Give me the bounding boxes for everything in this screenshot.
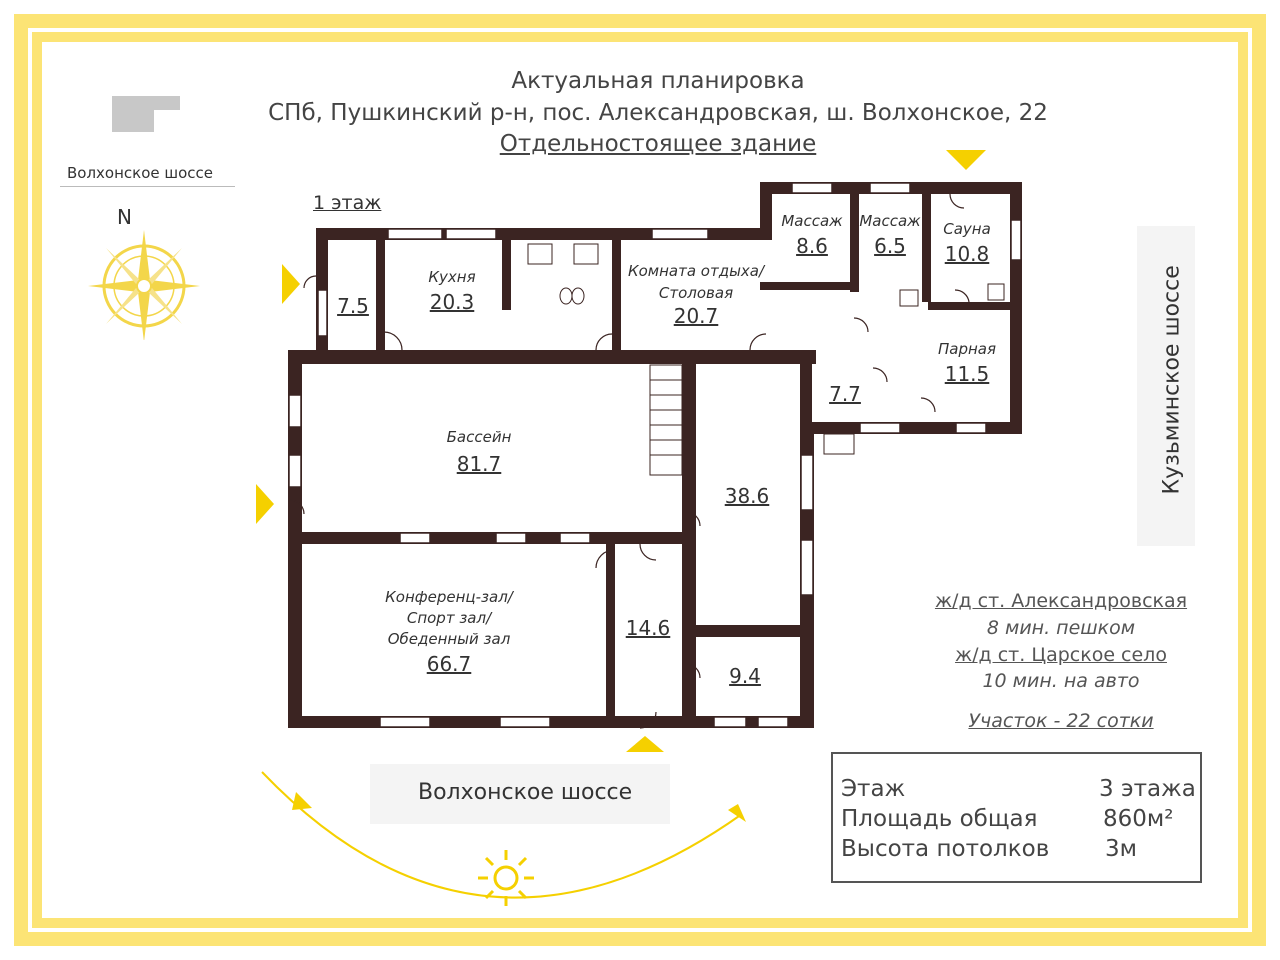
room-area-pool: 81.7 bbox=[456, 452, 502, 476]
plan-title: Актуальная планировка bbox=[511, 68, 805, 94]
time-2: 10 мин. на авто bbox=[982, 670, 1140, 692]
room-area-massage-2: 6.5 bbox=[874, 234, 906, 258]
room-name-lounge-1: Комната отдыха/ bbox=[627, 262, 765, 280]
stats-box bbox=[831, 752, 1202, 883]
room-area-vestibule: 7.5 bbox=[337, 294, 369, 318]
plot-size: Участок - 22 сотки bbox=[968, 710, 1154, 732]
room-area-kitchen: 20.3 bbox=[429, 290, 475, 314]
room-area-massage-1: 8.6 bbox=[796, 234, 828, 258]
sun-icon bbox=[476, 848, 536, 908]
room-name-steam: Парная bbox=[937, 340, 996, 358]
stat-label-area: Площадь общая bbox=[841, 806, 1038, 832]
room-name-kitchen: Кухня bbox=[428, 268, 476, 286]
stat-label-ceiling: Высота потолков bbox=[841, 836, 1050, 862]
room-name-conference-1: Конференц-зал/ bbox=[385, 588, 513, 606]
building-type: Отдельностоящее здание bbox=[499, 131, 817, 157]
room-area-sauna: 10.8 bbox=[944, 242, 990, 266]
stat-value-floors: 3 этажа bbox=[1099, 776, 1196, 802]
room-area-9: 9.4 bbox=[729, 664, 761, 688]
station-2: ж/д ст. Царское село bbox=[955, 644, 1167, 666]
time-1: 8 мин. пешком bbox=[986, 617, 1136, 639]
room-area-corridor: 14.6 bbox=[625, 616, 671, 640]
room-area-steam: 11.5 bbox=[944, 362, 990, 386]
room-name-lounge-2: Столовая bbox=[658, 284, 734, 302]
stat-value-area: 860м² bbox=[1103, 806, 1174, 832]
room-name-massage-1: Массаж bbox=[781, 212, 843, 230]
road-label-right: Кузьминское шоссе bbox=[1159, 265, 1185, 495]
room-name-conference-3: Обеденный зал bbox=[387, 630, 511, 648]
stat-label-floors: Этаж bbox=[841, 776, 906, 802]
room-area-hall: 7.7 bbox=[829, 382, 861, 406]
address: СПб, Пушкинский р-н, пос. Александровская, ш. Волхонское, 22 bbox=[268, 100, 1048, 126]
room-name-conference-2: Спорт зал/ bbox=[406, 609, 492, 627]
room-area-lounge: 20.7 bbox=[673, 304, 719, 328]
room-area-38: 38.6 bbox=[724, 484, 770, 508]
room-name-sauna: Сауна bbox=[943, 220, 991, 238]
room-name-massage-2: Массаж bbox=[859, 212, 921, 230]
north-label: N bbox=[117, 205, 132, 229]
station-1: ж/д ст. Александровская bbox=[934, 590, 1188, 612]
room-area-conference: 66.7 bbox=[426, 652, 472, 676]
road-label-top-left: Волхонское шоссе bbox=[67, 164, 214, 182]
floor-label: 1 этаж bbox=[313, 192, 382, 214]
room-name-pool: Бассейн bbox=[446, 428, 512, 446]
road-label-bottom: Волхонское шоссе bbox=[418, 780, 633, 805]
stat-value-ceiling: 3м bbox=[1105, 836, 1137, 862]
